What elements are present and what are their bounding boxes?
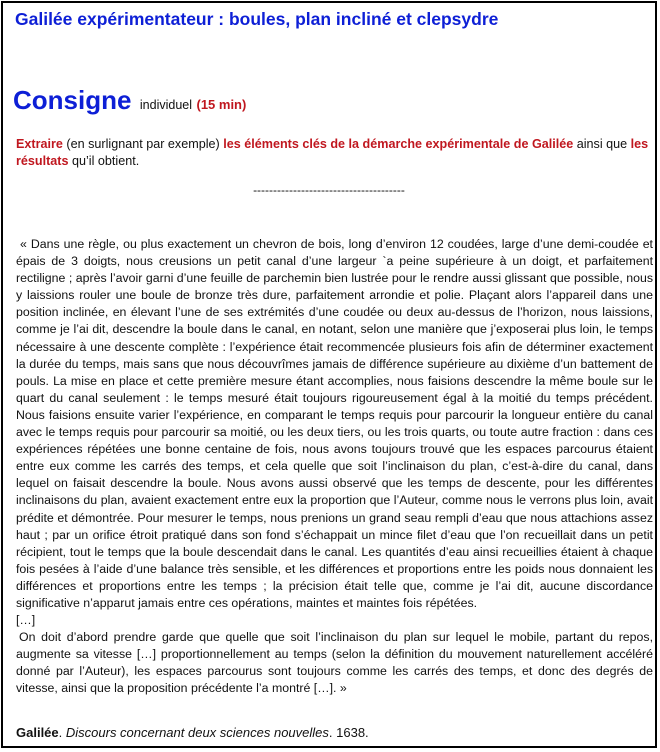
consigne-heading: Consigne [13,85,132,115]
instruction-key-elements: les éléments clés de la démarche expérimentale de Galilée [223,137,574,151]
consigne-mode: individuel [139,98,193,112]
quote-paragraph-1: « Dans une règle, ou plus exactement un chevron de bois, long d’environ 12 coudées, large d’une demi-coudée et épais de 3 doigts, nous creusions un petit canal d’une largeur `a peine supérieure à un doigt, et parfaitement rectiligne ; après l’avoir garni d’une feuille de parchemin bien lustrée pour le rendre aussi glissant que possible, nous y laissions rouler une boule de bronze très dure, parfaitement arrondie et polie. Plaçant alors l’appareil dans une position inclinée, en élevant l’une de ses extrémités d’une coudée ou deux au-dessus de l’horizon, nous laissions, comme je l’ai dit, descendre la boule dans le canal, en notant, selon une manière que j’exposerai plus loin, le temps nécessaire à une descente complète : l’expérience était recommencée plusieurs fois afin de déterminer exactement la durée du temps, mais sans que nous découvrîmes jamais de différence supérieure au dixième d’un battement de pouls. La mise en place et cette première mesure étant accomplies, nous faisions descendre la même boule sur le quart du canal seulement : le temps mesuré était toujours rigoureusement égal à la moitié du temps précédent. Nous faisions ensuite varier l’expérience, en comparant le temps requis pour parcourir la longueur entière du canal avec le temps requis pour parcourir sa moitié, ou les deux tiers, ou les trois quarts, ou toute autre fraction : dans ces expériences répétées une bonne centaine de fois, nous avons toujours trouvé que les espaces parcourus étaient entre eux comme les carrés des temps, et cela quelle que soit l’inclinaison du plan, c’est-à-dire du canal, dans lequel on faisait descendre la boule. Nous avons aussi observé que les temps de descente, pour les différentes inclinaisons du plan, avaient exactement entre eux la proportion que l’Auteur, comme nous le verrons plus loin, avait prédite et démontrée. Pour mesurer le temps, nous prenions un grand seau rempli d’eau que nous attachions assez haut ; par un orifice étroit pratiqué dans son fond s’échappait un mince filet d’eau que l’on recueillait dans un petit récipient, tout le temps que la boule descendait dans le canal. Les quantités d’eau ainsi recueillies étaient à chaque fois pesées à l’aide d’une balance très sensible, et les différences et proportions entre les poids nous donnaient les différences et proportions entre les temps ; la précision était telle que, comme je l’ai dit, aucune discordance significative n’apparut jamais entre ces opérations, maintes et maintes fois répétées. [16,237,653,610]
consigne-line [13,85,246,116]
source-citation [16,725,369,740]
separator-line: -------------------------------------- [253,183,405,197]
quote-ellipsis: […] [16,613,36,628]
galileo-quote [16,236,653,698]
document-page [1,1,657,748]
instruction-end: qu’il obtient. [68,154,140,168]
source-separator: . [58,725,66,740]
instruction-paragraph [16,136,651,170]
instruction-verb: Extraire [16,137,63,151]
instruction-middle: ainsi que [573,137,631,151]
consigne-duration: (15 min) [196,97,247,112]
page-title: Galilée expérimentateur : boules, plan incliné et clepsydre [15,9,499,29]
source-author: Galilée [16,725,59,740]
quote-paragraph-2: On doit d’abord prendre garde que quelle que soit l’inclinaison du plan sur lequel le mobile, partant du repos, augmente sa vitesse […] proportionnellement au temps (selon la définition du mouvement naturellement accéléré donné par l’Auteur), les espaces parcourus sont toujours comme les carrés des temps, et donc des degrés de vitesse, ainsi que la proposition précédente l’a montré […]. » [16,630,653,696]
source-book-title: Discours concernant deux sciences nouvelles [65,725,329,740]
instruction-parenthetical: (en surlignant par exemple) [62,137,224,151]
instruction-key-results: les résultats [16,137,649,168]
source-year: . 1638. [328,725,369,740]
